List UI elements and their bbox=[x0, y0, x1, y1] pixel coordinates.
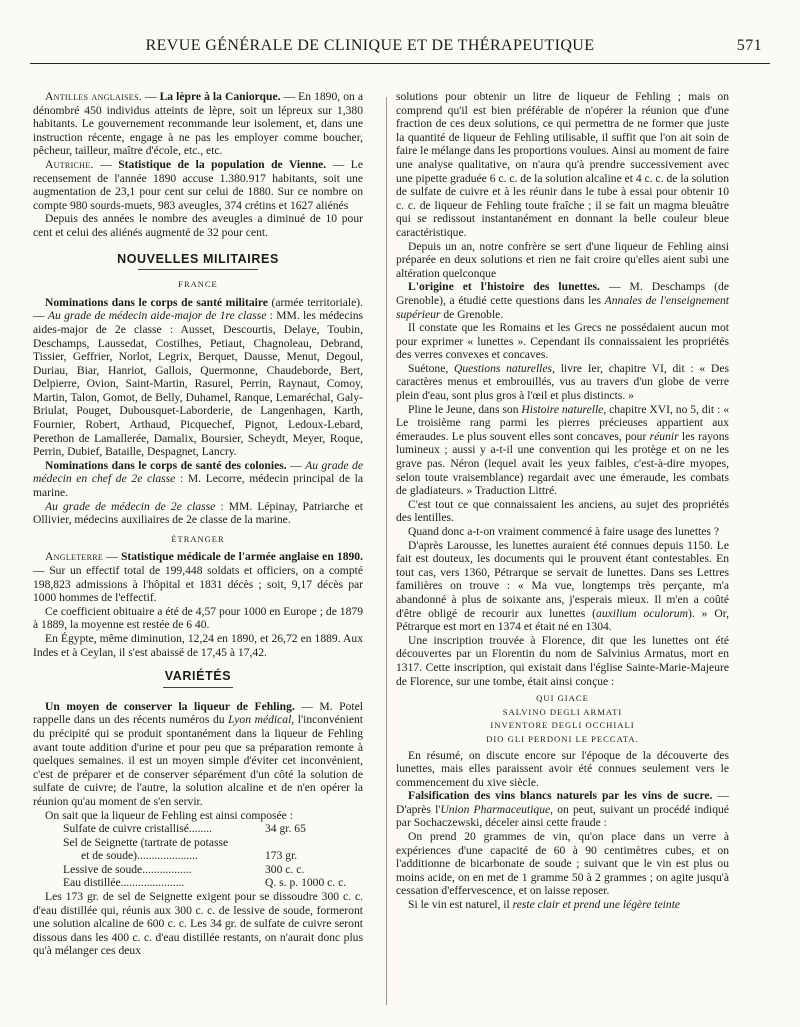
paragraph-fehling-continued: solutions pour obtenir un litre de liqueur de Fehling ; mais on comprend qu'il est bien préférable de n'opérer la réunion que d'une fraction de ces deux solutions, ce qui permettra de ne former que juste la quantité de liqueur de Fehling utilisable, il suffit que l'on ait soin de faire le mélange dans les proportions voulues. Ainsi au moment de faire une analyse qualitative, on n'aura qu'à prendre successivement avec une pipette graduée 6 c. c. de la solution alcaline et 4 c. c. de la solution de sulfate de cuivre et à les réunir dans le tube à essai pour obtenir 10 c. c. de liqueur de Fehling toute fraîche ; il se fait un magma bleuâtre qui se redissout instantanément en donnant la belle couleur bleue caractéristique. bbox=[396, 90, 729, 239]
nominations-list: : MM. les médecins aides-major de 2e classe : Ausset, Descourtis, Delaye, Toubin, Deschamps, Laussedat, Costilhes, Petiaut, Chagnoleau, Debrand, Tissier, Geffrier, Norlot, Legrix, Berquet, Dausse, Menut, Degoul, Duriau, Biar, Hanriot, Gallois, Quermonne, Chaudeborde, Bert, Delpierre, Ovion, Saint-Martin, Rasurel, Perrin, Raynaut, Comoy, Martin, Talon, Gomot, de Belly, Duhamel, Ranque, Lemaréchal, Galy-Briulat, Pouget, Dubousquet-Laborderie, de Langenhagen, Karth, Fournier, Robert, Arthaud, Picquechef, Pignot, Ledoux-Lebard, Perethon de Lamallerée, Damalix, Boursier, Scheydt, Meyer, Roque, Perrin, Dubief, Bataille, Despagnet, Lancry. bbox=[33, 309, 363, 459]
paragraph-composee: On sait que la liqueur de Fehling est ainsi composée : bbox=[45, 808, 293, 822]
recipe-quantity: 34 gr. 65 bbox=[265, 822, 306, 836]
section-title-varietes: VARIÉTÉS bbox=[164, 669, 232, 684]
article-text-fehling-1: — M. Potel rappelle dans un des récents numéros du bbox=[33, 699, 363, 727]
recipe-row bbox=[33, 876, 363, 890]
journal-annales: Annales de l'enseignement supérieur bbox=[396, 293, 730, 321]
recipe-ingredient: et de soude)..................... bbox=[81, 849, 198, 863]
paragraph-quand: Quand donc a-t-on vraiment commencé à faire usage des lunettes ? bbox=[408, 525, 719, 538]
grade-medecin-chef: Au grade de médecin en chef de 2e classe bbox=[33, 458, 363, 486]
journal-title: REVUE GÉNÉRALE DE CLINIQUE ET DE THÉRAPEUTIQUE bbox=[145, 37, 595, 54]
recipe-row bbox=[33, 849, 363, 863]
article-text-lunettes-2: de Grenoble. bbox=[440, 307, 504, 321]
nominations-2e-text: : MM. Lépinay, Patriarche et Ollivier, médecins auxiliaires de 2e classe de la marine. bbox=[33, 499, 364, 527]
article-text-lepre: — En 1890, on a dénombré 450 individus atteints de lèpre, soit un lépreux sur 1,380 habitants. Le gouvernement recommande leur isolement, et, dans une instruction récente, engage à ne pas les employer comme boucher, pêcheur, tailleur, maître d'école, etc., etc. bbox=[33, 90, 363, 158]
inscription-line: QUI GIACE bbox=[536, 693, 589, 704]
recipe-row bbox=[33, 822, 363, 836]
paragraph-egypte: En Égypte, même diminution, 12,24 en 1890, et 26,72 en 1889. Aux Indes et à Ceylan, il s'est abaissé de 17,45 à 17,42. bbox=[33, 631, 363, 659]
section-underline bbox=[163, 687, 233, 688]
paragraph-lunettes bbox=[396, 280, 729, 321]
paragraph-anciens: C'est tout ce que connaissaient les anciens, au sujet des propriétés des lentilles. bbox=[396, 497, 729, 525]
article-title-nominations-colonies: Nominations dans le corps de santé des colonies. bbox=[45, 458, 287, 472]
fehling-recipe bbox=[33, 822, 363, 890]
paragraph-nominations-colonies bbox=[33, 459, 363, 500]
article-text-lunettes-1: — M. Deschamps (de Grenoble), a étudié cette questions dans les bbox=[396, 280, 729, 307]
grade-aide-major: Au grade de médecin aide-major de 1re classe bbox=[47, 309, 267, 323]
article-title-nominations-militaire: Nominations dans le corps de santé militaire bbox=[45, 295, 268, 309]
paragraph-nominations-2e-classe bbox=[33, 500, 363, 527]
recipe-row bbox=[33, 836, 363, 850]
country-angleterre: Angleterre bbox=[45, 550, 104, 564]
country-autriche: Autriche. bbox=[45, 157, 94, 171]
recipe-quantity: 173 gr. bbox=[265, 849, 298, 863]
subheading-france: FRANCE bbox=[178, 279, 218, 290]
section-heading-varietes bbox=[33, 670, 363, 688]
recipe-ingredient: Eau distillée...................... bbox=[63, 876, 185, 890]
article-text-vienne: — Le recensement de l'année 1890 accuse 1.380.917 habitants, soit une augmentation de 23,1 pour cent sur celui de 1880. Sur ce nombre on compte 980 sourds-muets, 983 aveugles, 374 crétins et 1627 aliénés bbox=[33, 157, 364, 212]
nominations-territoriale: (armée territoriale). — bbox=[33, 295, 363, 323]
paragraph-suetone bbox=[396, 362, 729, 403]
recipe-ingredient: Sel de Seignette (tartrate de potasse bbox=[63, 835, 229, 849]
paragraph-nominations-militaire bbox=[33, 296, 363, 459]
section-title-militaires: NOUVELLES MILITAIRES bbox=[117, 251, 279, 266]
inscription-line: SALVINO DEGLI ARMATI bbox=[502, 706, 623, 717]
recipe-row bbox=[33, 863, 363, 877]
article-title-vienne: Statistique de la population de Vienne. bbox=[118, 157, 327, 171]
paragraph-173-gr: Les 173 gr. de sel de Seignette exigent pour se dissoudre 300 c. c. d'eau distillée qui, réunis aux 300 c. c. de lessive de soude, formeront une solution alcaline de 600 c. c. Les 34 gr. de sulfate de cuivre seront dissous dans les 400 c. c. d'eau distillée restants, on n'aurait donc plus qu'à mélanger ces deux bbox=[33, 890, 363, 958]
paragraph-aveugles: Depuis des années le nombre des aveugles a diminué de 10 pour cent et celui des aliénés augmenté de 32 pour cent. bbox=[33, 212, 363, 239]
grade-medecin-2e: Au grade de médecin de 2e classe bbox=[45, 499, 216, 513]
article-title-fehling: Un moyen de conserver la liqueur de Fehling. bbox=[45, 699, 295, 713]
paragraph-autriche: Autriche. — Statistique de la population de Vienne. — Le recensement de l'année 1890 accuse 1.380.917 habitants, soit une augmentation de 23,1 pour cent sur celui de 1880. Sur ce nombre on compte 980 sourds-muets, 983 aveugles, 374 crétins et 1627 aliénés bbox=[33, 157, 364, 212]
paragraph-depuis-un-an: Depuis un an, notre confrère se sert d'une liqueur de Fehling ainsi préparée en deux solutions et rien ne fait croire qu'elles aient subi une altération quelconque bbox=[396, 239, 729, 280]
paragraph-inscription: Une inscription trouvée à Florence, dit que les lunettes ont été découvertes par un Florentin du nom de Salvinius Armatus, mort en 1317. Cette inscription, qui existait dans l'église Sainte-Marie-Majeure de Florence, sur une tombe, était ainsi conçue : bbox=[396, 633, 729, 688]
word-reunir: réunir bbox=[649, 429, 679, 443]
pline-text-2: , chapitre XVI, no 5, dit : « Le troisième rang parmi les pierres précieuses appartient aux émeraudes. Le plus souvent elles sont concaves, pour bbox=[396, 402, 729, 443]
paragraph-pline bbox=[396, 403, 729, 498]
pline-text-3: les rayons lumineux ; aussi y a-t-il une convention qui les protège et on ne les grave pas. Néron (lequel avait les yeux faibles, c'est-à-dire myopes, selon toute vraisemblance) regardait avec une émeraude, les combats de gladiateurs. » Traduction Littré. bbox=[396, 429, 729, 498]
paragraph-vin-naturel bbox=[396, 898, 729, 912]
nominations-colonies-text: : M. Lecorre, médecin principal de la marine. bbox=[33, 472, 363, 500]
vins-text-1: — D'après l' bbox=[396, 789, 729, 816]
article-text-armee: — Sur un effectif total de 199,448 soldats et officiers, on a compté 198,823 admissions à l'hôpital et 1831 décès ; soit, 9,17 décès par 1000 hommes de l'effectif. bbox=[33, 564, 363, 605]
article-title-armee-anglaise: Statistique médicale de l'armée anglaise en 1890. bbox=[120, 550, 364, 564]
dash: — bbox=[286, 458, 306, 472]
paragraph-armee-anglaise: Angleterre — Statistique médicale de l'armée anglaise en 1890. — Sur un effectif total de 199,448 soldats et officiers, on a compté 198,823 admissions à l'hôpital et 1831 décès ; soit, 9,17 décès par 1000 hommes de l'effectif. bbox=[33, 550, 364, 605]
journal-lyon-medical: Lyon médical bbox=[228, 713, 292, 727]
inscription-line: INVENTORE DEGLI OCCHIALI bbox=[490, 720, 635, 731]
vins-text-2: , on peut, suivant un procédé indiqué par Sochaczewski, déceler ainsi cette fraude : bbox=[396, 802, 729, 830]
recipe-ingredient: Lessive de soude................. bbox=[63, 862, 192, 876]
article-title-lepre: La lèpre à la Caniorque. bbox=[159, 90, 281, 103]
inscription-line: DIO GLI PERDONI LE PECCATA. bbox=[486, 733, 639, 744]
subheading-etranger: ÉTRANGER bbox=[171, 533, 225, 544]
suetone-text-2: , livre Ier, chapitre VI, dit : « Des caractères menus et embrouillés, vus au travers d'un globe de verre plein d'eau, sont plus gros à l'œil et plus distincts. » bbox=[396, 361, 729, 403]
right-column bbox=[396, 90, 729, 912]
paragraph-romains: Il constate que les Romains et les Grecs ne possédaient aucun mot pour exprimer « lunettes ». Cependant ils connaissaient les propriétés des verres convexes et concaves. bbox=[396, 321, 729, 362]
country-antilles: Antilles anglaises. bbox=[45, 90, 142, 103]
recipe-quantity: 300 c. c. bbox=[265, 862, 305, 876]
section-heading-militaires bbox=[33, 253, 363, 271]
recipe-quantity: Q. s. p. 1000 c. c. bbox=[265, 876, 347, 890]
left-column bbox=[33, 90, 363, 958]
column-divider bbox=[386, 97, 387, 1005]
header-rule bbox=[30, 63, 770, 64]
paragraph-on-prend: On prend 20 grammes de vin, qu'on place dans un verre à expériences d'une capacité de 60 à 90 centimètres cubes, et on l'additionne de bicarbonate de soude ; suivant que le vin est plus ou moins acide, on en met de 1 gramme 50 à 2 grammes ; on agite jusqu'à cessation d'effervescence, et on laisse reposer. bbox=[396, 830, 729, 898]
article-title-vins: Falsification des vins blancs naturels par les vins de sucre. bbox=[408, 789, 713, 803]
recipe-ingredient: Sulfate de cuivre cristallisé........ bbox=[63, 822, 213, 836]
phrase-auxilium: auxilium oculorum bbox=[596, 606, 688, 620]
vin-naturel-text: Si le vin est naturel, il bbox=[408, 898, 513, 912]
larousse-text-1: D'après Larousse, les lunettes auraient été connues depuis 1150. Le fait est douteux, les documents qui le prouvent étant contestables. En tout cas, vers 1360, Pétrarque se servait de lunettes. Dans ses Lettres familières on trouve : « Ma vue, longtemps très perçante, m'a abandonné à plus de soixante ans, j'esperais mieux. Il m'en a coûté d'être obligé de recourir aux lunettes ( bbox=[396, 538, 729, 620]
article-title-lunettes: L'origine et l'histoire des lunettes. bbox=[408, 280, 600, 294]
suetone-text-1: Suétone, bbox=[408, 361, 454, 375]
paragraph-fehling bbox=[33, 700, 363, 809]
journal-union-pharmaceutique: Union Pharmaceutique bbox=[440, 802, 551, 816]
book-histoire-naturelle: Histoire naturelle bbox=[521, 402, 604, 416]
paragraph-resume: En résumé, on discute encore sur l'époque de la découverte des lunettes, mais elles paraissent avoir été connues seulement vers le commencement du xive siècle. bbox=[396, 748, 729, 789]
page-number: 571 bbox=[736, 37, 762, 54]
vin-naturel-italic: reste clair et prend une légère teinte bbox=[512, 898, 681, 912]
running-head bbox=[30, 33, 770, 57]
paragraph-larousse bbox=[396, 539, 729, 634]
paragraph-vins bbox=[396, 789, 729, 830]
pline-text-1: Pline le Jeune, dans son bbox=[408, 402, 522, 416]
section-underline bbox=[138, 269, 258, 270]
article-text-fehling-2: , l'inconvénient du précipité qui se produit spontanément dans la liqueur de Fehling avant toute addition d'urine et pour peu que sa préparation remonte à quelques semaines. il est un moyen simple d'éviter cet inconvénient, c'est de préparer et de conserver séparément d'un côté la solution de sulfate de cuivre; de l'autre, la solution alcaline et de n'en opérer la réunion qu'au moment de s'en servir. bbox=[33, 713, 363, 808]
paragraph-antilles: Antilles anglaises. — La lèpre à la Caniorque. — En 1890, on a dénombré 450 individus atteints de lèpre, soit un lépreux sur 1,380 habitants. Le gouvernement recommande leur isolement, et, dans une instruction récente, engage à ne pas les employer comme boucher, pêcheur, tailleur, maître d'école, etc., etc. bbox=[33, 90, 363, 158]
paragraph-coefficient: Ce coefficient obituaire a été de 4,57 pour 1000 en Europe ; de 1879 à 1889, la moyenne est restée de 6 40. bbox=[33, 604, 363, 632]
book-questions-naturelles: Questions naturelles bbox=[454, 361, 553, 375]
larousse-text-2: ). » Or, Pétrarque est mort en 1374 et était né en 1304. bbox=[396, 606, 730, 634]
